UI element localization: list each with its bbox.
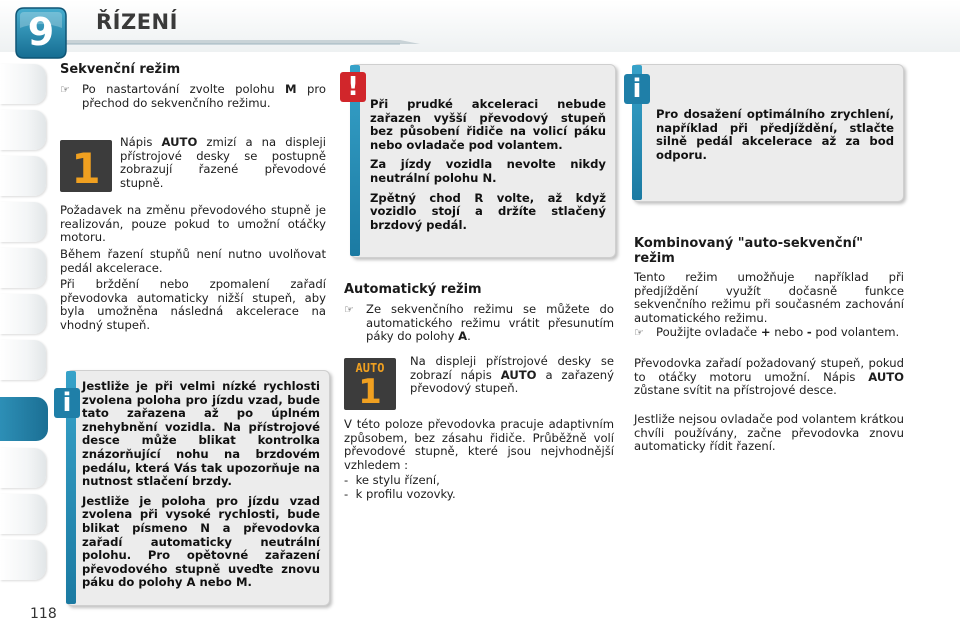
side-tab[interactable] bbox=[0, 64, 46, 104]
side-tab[interactable] bbox=[0, 202, 46, 242]
sekvencni-paragraph: Požadavek na změnu převodového stupně je realizován, pouze pokud to umožní otáčky motoru. bbox=[60, 203, 326, 244]
list-item: - k profilu vozovky. bbox=[344, 487, 456, 501]
pointing-hand-icon: ☞ bbox=[344, 303, 354, 316]
info-box-right-text: Pro dosažení optimálního zrychlení, například při předjíždění, stlačte silně pedál akcelerace až za bod odporu. bbox=[656, 107, 894, 162]
list-item: - ke stylu řízení, bbox=[344, 473, 440, 487]
automaticky-bullet: ☞ Ze sekvenčního režimu se můžete do automatického režimu vrátit přesunutím páky do polohy A. bbox=[344, 302, 614, 343]
warning-box-text: Při prudké akceleraci nebude zařazen vyšší převodový stupeň bez působení řidiče na volicí páku nebo ovladače pod volantem. Za jízdy vozidla nevolte nikdy neutrální polohu N. Zpětný chod R volte, až když vozidlo stojí a držíte stlačený brzdový pedál. bbox=[370, 97, 606, 232]
page-number: 118 bbox=[30, 606, 57, 622]
automaticky-paragraph: V této poloze převodovka pracuje adaptivním způsobem, bez zásahu řidiče. Průběžně volí převodové stupně, které jsou nejvhodnější vzhledem : bbox=[344, 417, 614, 472]
info-icon: i bbox=[54, 388, 80, 418]
kombinovany-paragraph: Jestliže nejsou ovladače pod volantem krátkou chvíli používány, začne převodovka znovu automaticky řídit řazení. bbox=[634, 412, 904, 453]
pointing-hand-icon: ☞ bbox=[634, 326, 644, 339]
side-tab[interactable] bbox=[0, 540, 46, 580]
auto-gear-display-image: AUTO 1 bbox=[344, 358, 396, 410]
sekvencni-paragraph: Během řazení stupňů není nutno uvolňovat pedál akcelerace. bbox=[60, 247, 326, 275]
side-tab[interactable] bbox=[0, 294, 46, 334]
side-tab-active[interactable] bbox=[0, 397, 48, 441]
section-heading-automaticky: Automatický režim bbox=[344, 282, 482, 297]
automaticky-display-text: Na displeji přístrojové desky se zobrazí nápis AUTO a zařazený převodový stupeň. bbox=[410, 354, 614, 395]
kombinovany-paragraph: Převodovka zařadí požadovaný stupeň, pokud to otáčky motoru umožní. Nápis AUTO zůstane svítit na přístrojové desce. bbox=[634, 356, 904, 397]
section-heading-sekvencni: Sekvenční režim bbox=[60, 62, 181, 77]
info-icon: i bbox=[624, 74, 650, 104]
info-box-left-text: Jestliže je při velmi nízké rychlosti zvolena poloha pro jízdu vzad, bude tato zařazena až po úplném znehybnění vozidla. Na přístrojové desce může blikat kontrolka znázorňující nohu na brzdovém pedálu, která Vás tak upozorňuje na nutnost stlačení brzdy. Jestliže je poloha pro jízdu vzad zvolena při vysoké rychlosti, bude blikat písmeno N a převodovka zařadí automaticky neutrální polohu. Pro opětovné zařazení převodového stupně uveďte znovu páku do polohy A nebo M. bbox=[82, 379, 320, 590]
kombinovany-bullet: ☞ Použijte ovladače + nebo - pod volantem. bbox=[634, 325, 900, 339]
chapter-number: 9 bbox=[27, 10, 55, 54]
side-tab[interactable] bbox=[0, 448, 46, 488]
section-heading-kombinovany: Kombinovaný "auto-sekvenční" režim bbox=[634, 236, 864, 266]
side-tab[interactable] bbox=[0, 494, 46, 534]
sekvencni-paragraph: Při brždění nebo zpomalení zařadí převodovka automaticky nižší stupeň, aby byla umožněna následná akcelerace na vhodný stupeň. bbox=[60, 277, 326, 332]
side-tab[interactable] bbox=[0, 248, 46, 288]
sekvencni-bullet: ☞ Po nastartování zvolte polohu M pro přechod do sekvenčního režimu. bbox=[60, 82, 326, 110]
side-tab[interactable] bbox=[0, 110, 46, 150]
pointing-hand-icon: ☞ bbox=[60, 83, 70, 96]
exclamation-icon: ! bbox=[340, 72, 366, 102]
chapter-title: ŘÍZENÍ bbox=[96, 10, 178, 34]
kombinovany-paragraph: Tento režim umožňuje například při předjíždění využít dočasně funkce sekvenčního režimu při současném zachování automatického režimu. bbox=[634, 270, 904, 325]
sekvencni-display-text: Nápis AUTO zmizí a na displeji přístrojové desky se postupně zobrazují řazené převodové stupně. bbox=[120, 135, 326, 190]
gear-display-image: 1 bbox=[60, 140, 112, 192]
side-tab[interactable] bbox=[0, 340, 46, 380]
side-tab[interactable] bbox=[0, 156, 46, 196]
